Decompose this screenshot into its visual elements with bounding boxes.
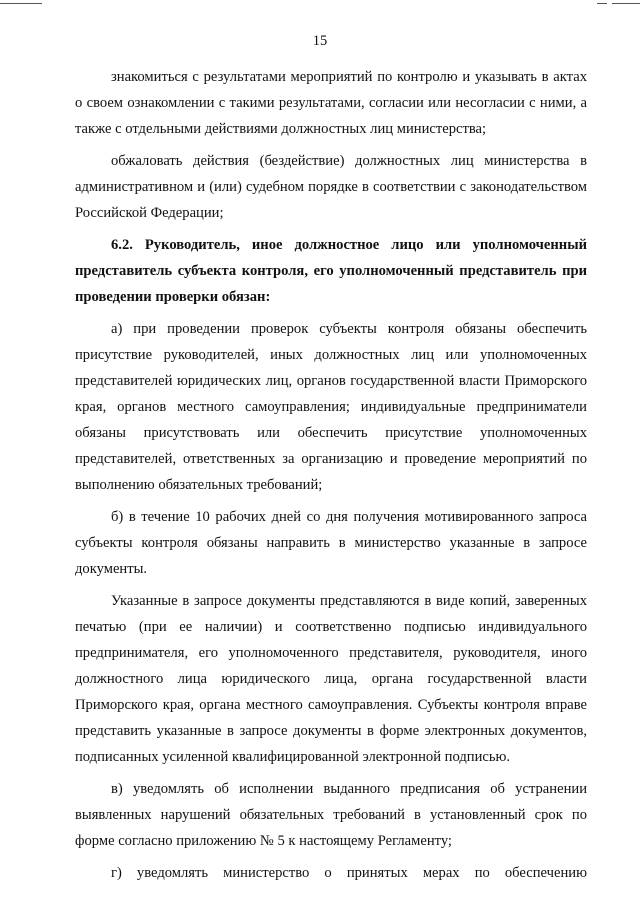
paragraph-item-g: г) уведомлять министерство о принятых мерах по обеспечению [111, 865, 587, 881]
page-number: 15 [312, 33, 328, 49]
paragraph-item-b: б) в течение 10 рабочих дней со дня получения мотивированного запроса субъекты контроля обязаны направить в министерство указанные в запросе документы. [75, 509, 587, 577]
section-heading-6-2: 6.2. Руководитель, иное должностное лицо или уполномоченный представитель субъекта контроля, его уполномоченный представитель при проведении проверки обязан: [75, 237, 587, 305]
scan-edge-mark [0, 3, 42, 4]
paragraph-rights-appeal: обжаловать действия (бездействие) должностных лиц министерства в административном и (или) судебном порядке в соответствии с законодательством Российской Федерации; [75, 153, 587, 221]
paragraph-rights-familiarize: знакомиться с результатами мероприятий по контролю и указывать в актах о своем ознакомлении с такими результатами, согласии или несогласии с ними, а также с отдельными действиями должностных лиц министерства; [75, 69, 587, 137]
document-body [75, 64, 587, 886]
paragraph-item-v: в) уведомлять об исполнении выданного предписания об устранении выявленных нарушений обязательных требований в установленный срок по форме согласно приложению № 5 к настоящему Регламенту; [75, 781, 587, 849]
scan-edge-mark [597, 3, 607, 4]
scan-edge-mark [612, 3, 640, 4]
paragraph-item-a: а) при проведении проверок субъекты контроля обязаны обеспечить присутствие руководителей, иных должностных лиц или уполномоченных представителей юридических лиц, органов государственной власти Приморского края, органов местного самоуправления; индивидуальные предприниматели обязаны присутствовать или обеспечить присутствие уполномоченных представителей, ответственных за организацию и проведение мероприятий по выполнению обязательных требований; [75, 321, 587, 493]
paragraph-documents-copies: Указанные в запросе документы представляются в виде копий, заверенных печатью (при ее наличии) и соответственно подписью индивидуального предпринимателя, его уполномоченного представителя, руководителя, иного должностного лица юридического лица, органа государственной власти Приморского края, органа местного самоуправления. Субъекты контроля вправе представить указанные в запросе документы в форме электронных документов, подписанных усиленной квалифицированной электронной подписью. [75, 593, 587, 765]
